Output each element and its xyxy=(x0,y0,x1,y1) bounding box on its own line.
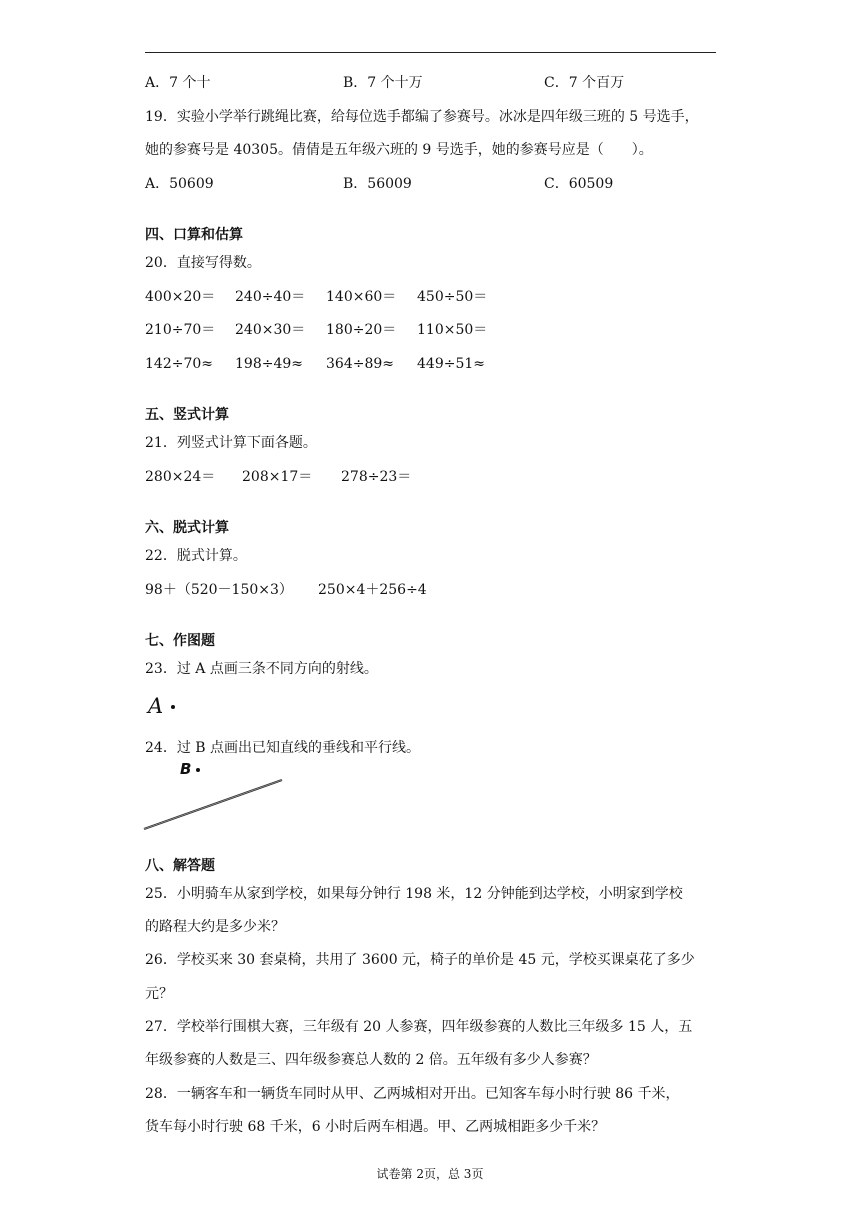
q18-option-c: C．7 个百万 xyxy=(544,75,625,91)
point-b-label: B xyxy=(180,760,192,778)
q27-line-2: 年级参赛的人数是三、四年级参赛总人数的 2 倍。五年级有多少人参赛？ xyxy=(145,1052,597,1068)
q21-item: 278÷23＝ xyxy=(341,469,412,485)
section-6-title: 六、脱式计算 xyxy=(145,520,229,536)
q20-item: 180÷20＝ xyxy=(326,322,397,338)
point-a-figure xyxy=(146,694,206,722)
q20-item: 140×60＝ xyxy=(326,289,397,305)
header-rule xyxy=(145,52,716,53)
q20-item: 198÷49≈ xyxy=(235,356,303,372)
q25-line-2: 的路程大约是多少米？ xyxy=(145,919,285,935)
q21-prompt: 21．列竖式计算下面各题。 xyxy=(145,435,317,451)
q20-item: 449÷51≈ xyxy=(417,356,485,372)
page-footer: 试卷第 2页，总 3页 xyxy=(376,1167,484,1181)
q19-option-a: A．50609 xyxy=(145,176,214,192)
point-a-dot xyxy=(171,705,175,709)
q24-prompt: 24．过 B 点画出已知直线的垂线和平行线。 xyxy=(145,740,421,756)
section-5-title: 五、竖式计算 xyxy=(145,407,229,423)
q20-item: 364÷89≈ xyxy=(326,356,394,372)
section-8-title: 八、解答题 xyxy=(145,858,215,874)
q19-option-b: B．56009 xyxy=(343,176,412,192)
q25-line-1: 25．小明骑车从家到学校，如果每分钟行 198 米，12 分钟能到达学校，小明家到学校 xyxy=(145,886,683,902)
q28-line-2: 货车每小时行驶 68 千米，6 小时后两车相遇。甲、乙两城相距多少千米？ xyxy=(145,1119,606,1135)
given-line xyxy=(140,760,290,840)
q20-item: 110×50＝ xyxy=(417,322,488,338)
q19-line-2: 她的参赛号是 40305。倩倩是五年级六班的 9 号选手，她的参赛号应是（ ）。 xyxy=(145,142,653,158)
q20-item: 450÷50＝ xyxy=(417,289,488,305)
q20-item: 210÷70＝ xyxy=(145,322,216,338)
q20-item: 240÷40＝ xyxy=(235,289,306,305)
q23-prompt: 23．过 A 点画三条不同方向的射线。 xyxy=(145,661,378,677)
q21-item: 280×24＝ xyxy=(145,469,216,485)
q18-option-a: A．7 个十 xyxy=(145,75,211,91)
q18-option-b: B．7 个十万 xyxy=(343,75,423,91)
q26-line-2: 元？ xyxy=(145,986,173,1002)
q22-prompt: 22．脱式计算。 xyxy=(145,548,247,564)
q22-item: 98＋（520－150×3） xyxy=(145,582,293,598)
q27-line-1: 27．学校举行围棋大赛，三年级有 20 人参赛，四年级参赛的人数比三年级多 15 人，五 xyxy=(145,1019,693,1035)
q20-item: 400×20＝ xyxy=(145,289,216,305)
q26-line-1: 26．学校买来 30 套桌椅，共用了 3600 元，椅子的单价是 45 元，学校买课桌花了多少 xyxy=(145,952,695,968)
point-a-label: A xyxy=(148,694,164,718)
q22-item: 250×4＋256÷4 xyxy=(318,582,427,598)
q28-line-1: 28．一辆客车和一辆货车同时从甲、乙两城相对开出。已知客车每小时行驶 86 千米， xyxy=(145,1086,680,1102)
section-7-title: 七、作图题 xyxy=(145,633,215,649)
q21-item: 208×17＝ xyxy=(242,469,313,485)
section-4-title: 四、口算和估算 xyxy=(145,227,243,243)
q20-item: 142÷70≈ xyxy=(145,356,213,372)
q20-prompt: 20．直接写得数。 xyxy=(145,255,261,271)
q19-option-c: C．60509 xyxy=(544,176,614,192)
point-b-figure xyxy=(140,760,290,840)
q20-item: 240×30＝ xyxy=(235,322,306,338)
q19-line-1: 19．实验小学举行跳绳比赛，给每位选手都编了参赛号。冰冰是四年级三班的 5 号选手， xyxy=(145,109,699,125)
